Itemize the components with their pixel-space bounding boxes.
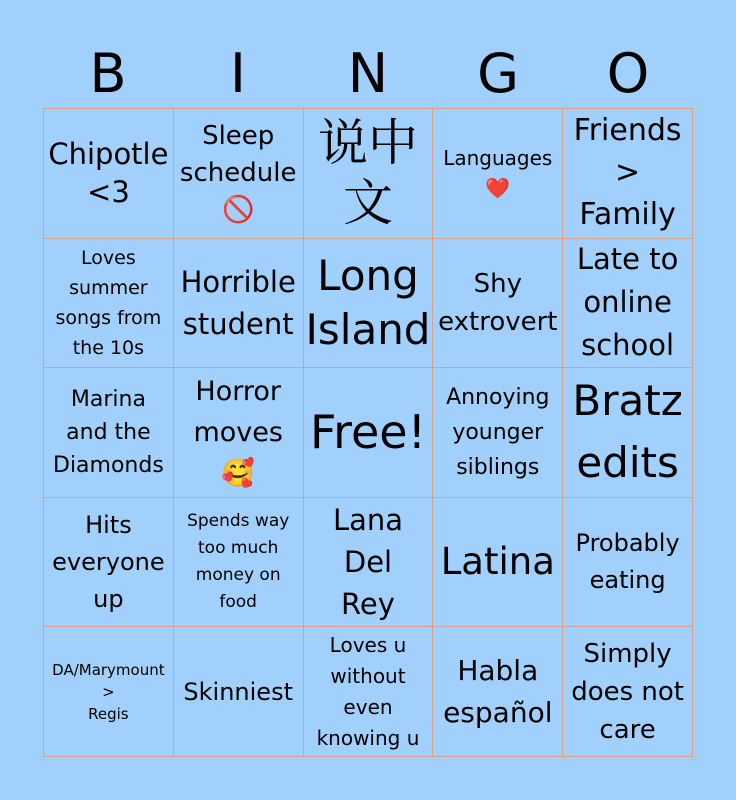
bingo-cell[interactable] xyxy=(433,498,563,628)
bingo-cell[interactable] xyxy=(433,239,563,369)
bingo-cell[interactable] xyxy=(44,498,174,628)
cell-text: Sleep schedule 🚫 xyxy=(179,120,297,225)
bingo-cell[interactable] xyxy=(304,498,434,628)
bingo-cell[interactable] xyxy=(174,239,304,369)
bingo-cell[interactable] xyxy=(304,239,434,369)
cell-text: Spends way too much money on food xyxy=(187,511,290,613)
bingo-cell[interactable] xyxy=(563,109,693,239)
bingo-cell[interactable] xyxy=(44,239,174,369)
bingo-cell[interactable] xyxy=(433,627,563,757)
cell-text: Habla español xyxy=(443,653,553,729)
cell-text: Languages ❤️ xyxy=(443,146,553,201)
cell-text: Simply does not care xyxy=(571,638,684,745)
cell-text: Loves summer songs from the 10s xyxy=(55,246,162,359)
cell-text: Shy extrovert xyxy=(438,268,558,337)
cell-text: Friends > Family xyxy=(573,113,682,233)
bingo-cell[interactable] xyxy=(433,109,563,239)
bingo-cell[interactable] xyxy=(433,368,563,498)
cell-text: Long Island xyxy=(305,250,431,354)
bingo-cell[interactable] xyxy=(174,498,304,628)
free-space[interactable] xyxy=(304,368,434,498)
bingo-cell[interactable] xyxy=(563,368,693,498)
cell-text: Bratz edits xyxy=(572,376,683,488)
cell-text: Hits everyone up xyxy=(52,510,165,613)
header-letter-o: O xyxy=(606,41,650,105)
cell-text: Skinniest xyxy=(183,677,293,706)
bingo-header xyxy=(43,40,693,106)
header-letter-n: N xyxy=(347,41,389,105)
cell-text: Marina and the Diamonds xyxy=(53,386,164,478)
header-letter-b: B xyxy=(89,41,127,105)
bingo-cell[interactable] xyxy=(174,109,304,239)
cell-text: DA/Marymount > Regis xyxy=(52,660,165,723)
cell-text: Horrible student xyxy=(180,264,296,341)
cell-text: Loves u without even knowing u xyxy=(316,632,420,750)
cell-text: 说中 文 xyxy=(317,114,418,233)
bingo-board xyxy=(43,108,693,757)
cell-text: Probably eating xyxy=(575,529,680,595)
bingo-cell[interactable] xyxy=(563,498,693,628)
header-letter-g: G xyxy=(477,41,519,105)
bingo-cell[interactable] xyxy=(174,627,304,757)
bingo-cell[interactable] xyxy=(563,627,693,757)
cell-text: Latina xyxy=(440,540,555,584)
bingo-cell[interactable] xyxy=(44,109,174,239)
cell-text: Lana Del Rey xyxy=(332,503,404,622)
bingo-cell[interactable] xyxy=(563,239,693,369)
cell-text: Annoying younger siblings xyxy=(446,384,550,480)
header-letter-i: I xyxy=(230,41,246,105)
cell-text: Free! xyxy=(309,405,427,460)
bingo-cell[interactable] xyxy=(44,368,174,498)
bingo-cell[interactable] xyxy=(174,368,304,498)
bingo-cell[interactable] xyxy=(44,627,174,757)
bingo-cell[interactable] xyxy=(304,627,434,757)
bingo-cell[interactable] xyxy=(304,109,434,239)
cell-text: Chipotle <3 xyxy=(48,137,169,210)
cell-text: Late to online school xyxy=(576,242,679,363)
cell-text: Horror moves 🥰 xyxy=(193,375,283,489)
